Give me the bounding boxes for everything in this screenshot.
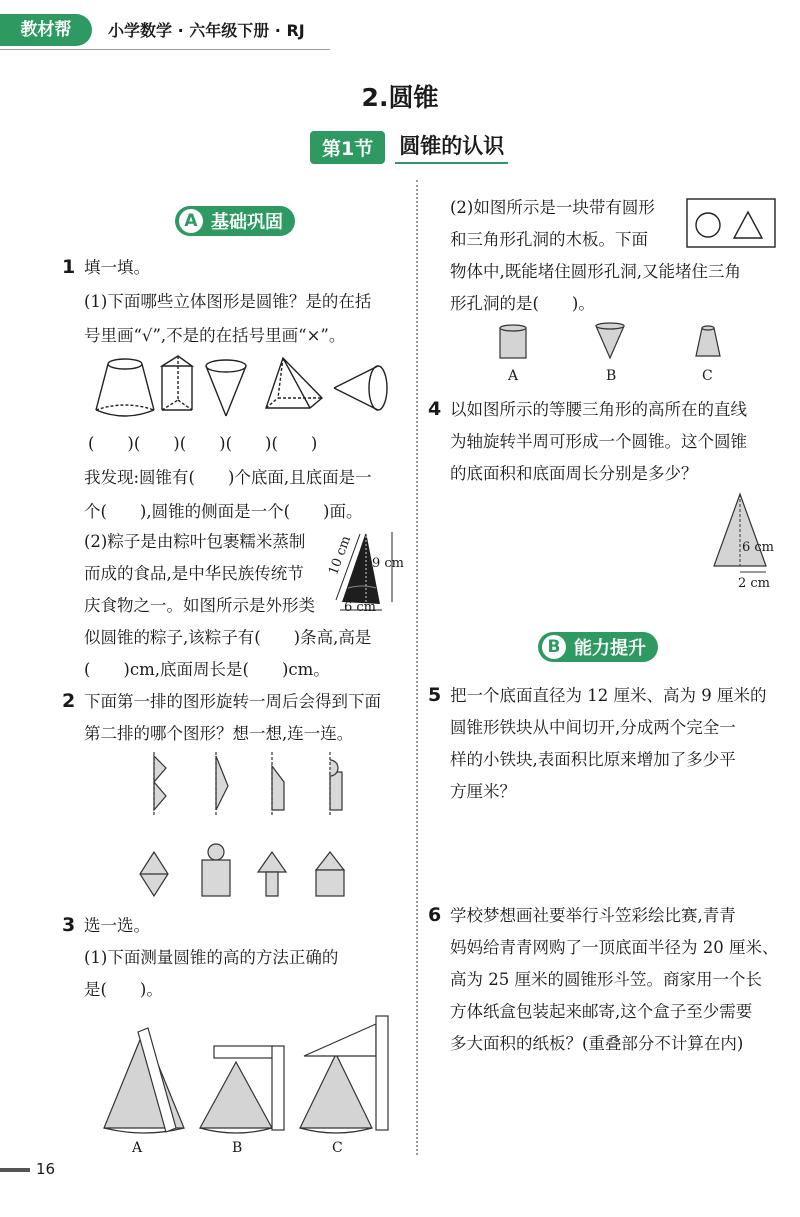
q3-option-b[interactable]: B (232, 1140, 243, 1156)
rotation-shape-2 (216, 752, 228, 816)
inverted-cone-shape (206, 360, 246, 416)
q3b-line-1: 和三角形孔洞的木板。下面 (450, 230, 648, 249)
wooden-board-figure (686, 198, 778, 250)
q6-line-2: 高为 25 厘米的圆锥形斗笠。商家用一个长 (450, 970, 762, 989)
q6-number: 6 (428, 904, 442, 926)
q2-line-1: 第二排的哪个图形？想一想,连一连。 (84, 724, 354, 743)
isosceles-triangle-figure (708, 492, 788, 574)
subsection-heading (310, 130, 508, 164)
q1-line-7: 而成的食品,是中华民族传统节 (84, 564, 304, 583)
pyramid-shape (266, 358, 322, 408)
q1-line-1: (1)下面哪些立体图形是圆锥？是的在括 (84, 292, 372, 311)
q6-line-0: 学校梦想画社要举行斗笠彩绘比赛,青青 (450, 906, 736, 925)
q5-line-1: 圆锥形铁块从中间切开,分成两个完全一 (450, 718, 736, 737)
q1-number: 1 (62, 256, 76, 278)
q2-line-0: 下面第一排的图形旋转一周后会得到下面 (84, 692, 381, 711)
q3-line-0: 选一选。 (84, 916, 150, 935)
q6-line-3: 方体纸盒包装起来邮寄,这个盒子至少需要 (450, 1002, 753, 1021)
subsection-title: 圆锥的认识 (395, 130, 508, 164)
rotation-shape-3 (272, 752, 284, 816)
q3b-option-a[interactable]: A (508, 368, 519, 384)
rotation-shape-4 (330, 752, 342, 816)
q4-line-2: 的底面积和底面周长分别是多少？ (450, 464, 698, 483)
q3-line-2: 是( )。 (84, 980, 163, 999)
q1-line-6: (2)粽子是由粽叶包裹糯米蒸制 (84, 532, 306, 551)
q4-line-1: 为轴旋转半周可形成一个圆锥。这个圆锥 (450, 432, 747, 451)
solid-cone-on-cylinder (316, 852, 344, 896)
object-a-cylinder (500, 325, 526, 358)
q3b-option-c[interactable]: C (702, 368, 713, 384)
q1-solids-figure (88, 352, 398, 424)
header-rule (0, 49, 330, 50)
q5-line-2: 样的小铁块,表面积比原来增加了多少平 (450, 750, 736, 769)
q3b-line-0: (2)如图所示是一块带有圆形 (450, 198, 655, 217)
q4-height-label: 6 cm (742, 540, 775, 555)
q3b-option-b[interactable]: B (606, 368, 617, 384)
q2-rotation-figure (120, 752, 380, 902)
q1-line-2: 号里画“√”,不是的在括号里画“×”。 (84, 326, 346, 345)
q5-number: 5 (428, 684, 442, 706)
solid-double-cone (140, 852, 168, 896)
q3-option-a[interactable]: A (132, 1140, 143, 1156)
part-b-letter: B (542, 635, 566, 659)
q3b-objects-figure (496, 322, 736, 366)
q6-line-4: 多大面积的纸板？(重叠部分不计算在内) (450, 1034, 744, 1053)
q1-answer-brackets[interactable]: ( )( )( )( )( ) (88, 434, 318, 453)
rotation-shape-1 (154, 752, 166, 816)
q1-line-9: 似圆锥的粽子,该粽子有( )条高,高是 (84, 628, 372, 647)
part-a-badge (175, 206, 295, 236)
part-b-title: 能力提升 (574, 638, 646, 659)
q1-line-5: 个( ),圆锥的侧面是一个( )面。 (84, 502, 363, 521)
part-a-letter: A (179, 209, 203, 233)
solid-cylinder-ball (202, 844, 230, 896)
q3b-line-3: 形孔洞的是( )。 (450, 294, 595, 313)
q1-line-8: 庆食物之一。如图所示是外形类 (84, 596, 315, 615)
object-c-frustum (696, 326, 720, 356)
triangular-prism-shape (162, 356, 192, 410)
q2-number: 2 (62, 690, 76, 712)
page-footer (0, 1160, 55, 1178)
q5-line-0: 把一个底面直径为 12 厘米、高为 9 厘米的 (450, 686, 767, 705)
measure-option-a (104, 1028, 184, 1133)
q3-line-1: (1)下面测量圆锥的高的方法正确的 (84, 948, 339, 967)
measure-option-c (300, 1016, 388, 1133)
q3-number: 3 (62, 914, 76, 936)
q6-line-1: 妈妈给青青网购了一顶底面半径为 20 厘米、 (450, 938, 779, 957)
zongzi-slant-label: 10 cm (326, 534, 355, 577)
q1-line-0: 填一填。 (84, 258, 150, 277)
part-b-badge (538, 632, 658, 662)
header-tag: 教材帮 (0, 14, 92, 46)
zongzi-height-label: 9 cm (372, 556, 405, 571)
q3b-line-2: 物体中,既能堵住圆形孔洞,又能堵住三角 (450, 262, 741, 281)
subsection-badge: 第1节 (310, 131, 385, 164)
header-title: 小学数学 · 六年级下册 · RJ (108, 21, 305, 40)
measure-option-b (200, 1046, 284, 1133)
q3-measure-figure (96, 1010, 396, 1140)
object-b-cone (596, 323, 624, 358)
solid-cone-on-cone (258, 852, 286, 896)
q4-line-0: 以如图所示的等腰三角形的高所在的直线 (450, 400, 747, 419)
q5-line-3: 方厘米？ (450, 782, 516, 801)
sideways-cone-shape (334, 366, 387, 410)
zongzi-base-label: 6 cm (344, 600, 377, 615)
frustum-shape (96, 359, 154, 416)
column-divider (416, 180, 418, 1155)
q1-line-10: ( )cm,底面周长是( )cm。 (84, 660, 330, 679)
page-number: 16 (36, 1160, 56, 1178)
q4-number: 4 (428, 398, 442, 420)
q3-option-c[interactable]: C (332, 1140, 343, 1156)
part-a-title: 基础巩固 (211, 212, 283, 233)
q1-line-4: 我发现:圆锥有( )个底面,且底面是一 (84, 468, 372, 487)
section-title: 2.圆锥 (361, 83, 439, 112)
q4-base-label: 2 cm (738, 576, 771, 591)
footer-bar (0, 1168, 30, 1172)
